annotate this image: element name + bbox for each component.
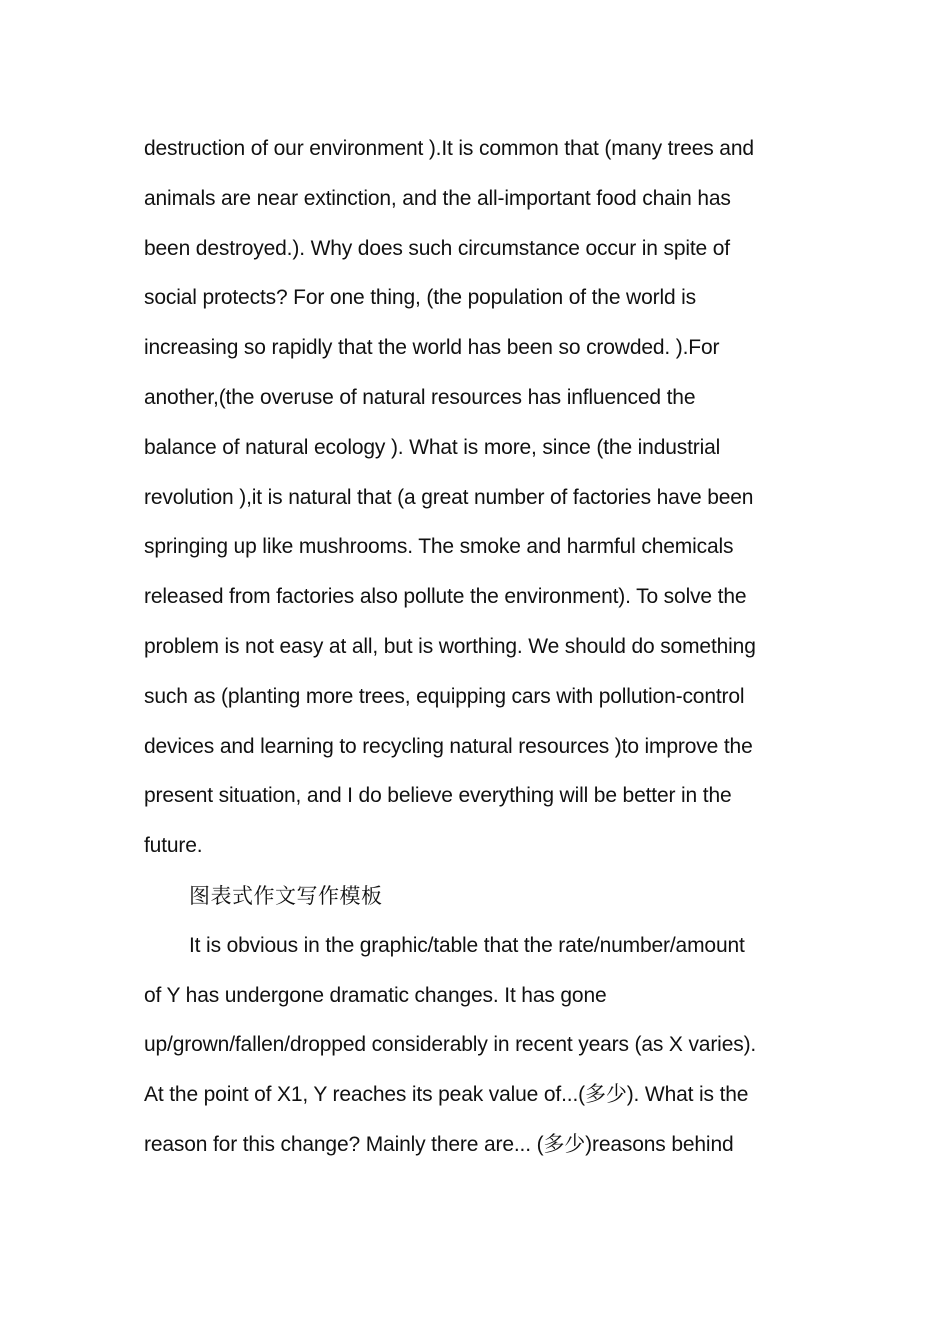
text-line: future. <box>144 834 203 858</box>
text-line: of Y has undergone dramatic changes. It has gone <box>144 983 607 1007</box>
text-line: It is obvious in the graphic/table that the rate/number/amount <box>189 933 745 957</box>
text-line: revolution ),it is natural that (a great number of factories have been <box>144 485 754 509</box>
text-line: animals are near extinction, and the all-important food chain has <box>144 186 731 210</box>
document-body <box>0 131 950 1177</box>
text-line: been destroyed.). Why does such circumstance occur in spite of <box>144 236 730 260</box>
text-line: such as (planting more trees, equipping cars with pollution-control <box>144 684 745 708</box>
text-line: springing up like mushrooms. The smoke and harmful chemicals <box>144 535 734 559</box>
text-line: At the point of X1, Y reaches its peak value of...(多少). What is the <box>144 1083 749 1107</box>
text-line: devices and learning to recycling natural resources )to improve the <box>144 734 753 758</box>
text-line: balance of natural ecology ). What is more, since (the industrial <box>144 435 721 459</box>
text-line: present situation, and I do believe everything will be better in the <box>144 784 732 808</box>
section-heading: 图表式作文写作模板 <box>189 883 383 908</box>
text-line: up/grown/fallen/dropped considerably in recent years (as X varies). <box>144 1033 757 1057</box>
text-line: destruction of our environment ).It is common that (many trees and <box>144 137 754 160</box>
text-line: social protects? For one thing, (the population of the world is <box>144 286 697 310</box>
text-line: released from factories also pollute the environment). To solve the <box>144 585 747 609</box>
text-line: another,(the overuse of natural resources has influenced the <box>144 385 696 409</box>
text-line: reason for this change? Mainly there are... (多少)reasons behind <box>144 1132 734 1156</box>
text-line: problem is not easy at all, but is worthing. We should do something <box>144 634 756 658</box>
text-line: increasing so rapidly that the world has been so crowded. ).For <box>144 336 720 360</box>
